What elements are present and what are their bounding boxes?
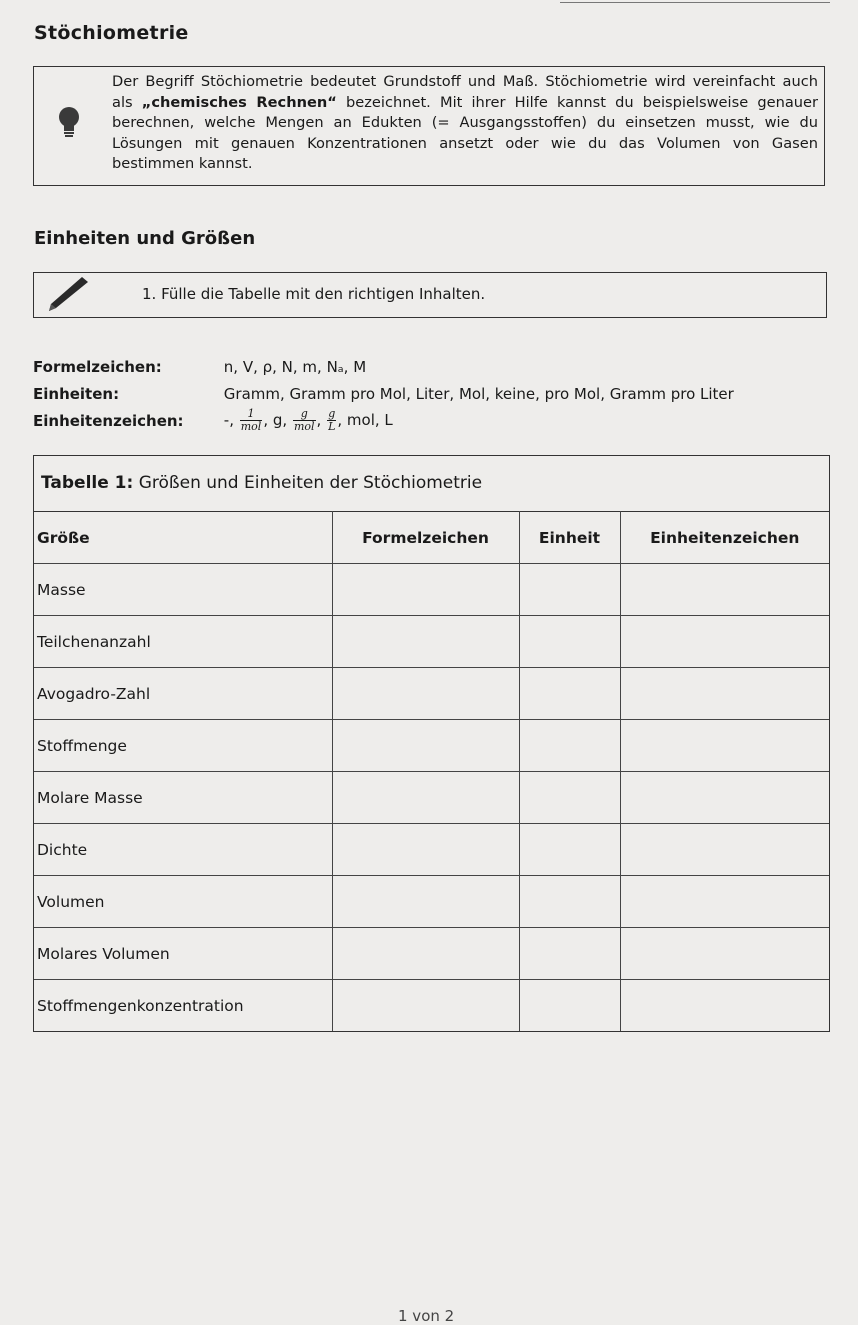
table-row	[34, 876, 829, 928]
cell-formelzeichen[interactable]	[332, 564, 519, 616]
row-label: Masse	[34, 564, 332, 616]
cell-einheit[interactable]	[519, 616, 620, 668]
fraction-gram-per-liter: $\frac{g}{L}$	[328, 407, 336, 433]
cell-einheitenzeichen[interactable]	[620, 668, 829, 720]
units-value: Gramm, Gramm pro Mol, Liter, Mol, keine, pro Mol, Gramm pro Liter	[223, 385, 734, 403]
table-row	[34, 772, 829, 824]
table-title-bold: Tabelle 1:	[41, 473, 134, 493]
fraction-gram-per-mol: $\frac{g}{\text{mol}}$	[293, 407, 315, 433]
pencil-icon	[44, 275, 90, 313]
table-row	[34, 616, 829, 668]
header-groesse: Größe	[34, 512, 332, 564]
intro-text-end: bezeichnet. Mit ihrer Hilfe kannst du beispielsweise genauer berechnen, welche Mengen an Edukten (= Ausgangsstoffen) du einsetzen musst, wie du Lösungen mit genauen Konzentrationen ansetzt oder wie du das Volumen von Gasen bestimmen kannst.	[112, 93, 818, 172]
info-row-unit-symbols	[33, 408, 393, 433]
table-row	[34, 720, 829, 772]
info-row-symbols	[33, 358, 366, 376]
page-title: Stöchiometrie	[34, 22, 189, 44]
cell-einheitenzeichen[interactable]	[620, 616, 829, 668]
cell-formelzeichen[interactable]	[332, 980, 519, 1032]
units-label: Einheiten:	[33, 385, 120, 403]
cell-einheit[interactable]	[519, 668, 620, 720]
top-rule	[560, 2, 830, 3]
row-label: Molares Volumen	[34, 928, 332, 980]
unit-symbols-value	[224, 408, 393, 433]
fraction-per-mol: $\frac{1}{\text{mol}}$	[240, 407, 262, 433]
cell-einheitenzeichen[interactable]	[620, 772, 829, 824]
intro-text-start: Der Begriff Stöchiometrie bedeutet Grundstoff und Maß. Stöchiometrie wird vereinfacht auch als	[112, 73, 818, 111]
section-heading: Einheiten und Größen	[34, 228, 256, 249]
info-row-units	[33, 385, 734, 403]
table-row	[34, 824, 829, 876]
stoichiometry-table	[33, 455, 830, 1032]
cell-formelzeichen[interactable]	[332, 876, 519, 928]
table-row	[34, 928, 829, 980]
cell-einheitenzeichen[interactable]	[620, 928, 829, 980]
page-footer: 1 von 2	[398, 1307, 455, 1325]
table-row	[34, 564, 829, 616]
cell-formelzeichen[interactable]	[332, 928, 519, 980]
header-einheitenzeichen: Einheitenzeichen	[620, 512, 829, 564]
row-label: Stoffmenge	[34, 720, 332, 772]
cell-einheit[interactable]	[519, 876, 620, 928]
cell-einheit[interactable]	[519, 772, 620, 824]
cell-einheit[interactable]	[519, 564, 620, 616]
cell-einheitenzeichen[interactable]	[620, 720, 829, 772]
table-title-rest: Größen und Einheiten der Stöchiometrie	[133, 473, 483, 493]
table-header-row	[34, 512, 829, 564]
intro-text	[112, 72, 818, 175]
symbols-value: n, V, ρ, N, m, Nₐ, M	[223, 358, 367, 376]
unit-gram: , g,	[263, 411, 288, 429]
cell-formelzeichen[interactable]	[332, 772, 519, 824]
unit-sep: ,	[316, 411, 322, 429]
cell-formelzeichen[interactable]	[332, 824, 519, 876]
cell-formelzeichen[interactable]	[332, 720, 519, 772]
symbols-label: Formelzeichen:	[33, 358, 162, 376]
unit-tail: , mol, L	[337, 411, 393, 429]
table-row	[34, 668, 829, 720]
table-grid	[34, 511, 829, 1031]
cell-einheitenzeichen[interactable]	[620, 876, 829, 928]
lightbulb-icon	[58, 106, 80, 138]
header-formelzeichen: Formelzeichen	[332, 512, 519, 564]
row-label: Teilchenanzahl	[34, 616, 332, 668]
unit-symbols-label: Einheitenzeichen:	[33, 411, 184, 430]
task-text: 1. Fülle die Tabelle mit den richtigen Inhalten.	[142, 285, 486, 303]
cell-einheit[interactable]	[519, 824, 620, 876]
intro-bold: „chemisches Rechnen“	[141, 93, 337, 111]
row-label: Stoffmengenkonzentration	[34, 980, 332, 1032]
cell-formelzeichen[interactable]	[332, 616, 519, 668]
cell-einheit[interactable]	[519, 720, 620, 772]
row-label: Molare Masse	[34, 772, 332, 824]
table-title	[34, 456, 829, 511]
cell-einheit[interactable]	[519, 928, 620, 980]
row-label: Dichte	[34, 824, 332, 876]
header-einheit: Einheit	[519, 512, 620, 564]
cell-einheit[interactable]	[519, 980, 620, 1032]
cell-einheitenzeichen[interactable]	[620, 824, 829, 876]
cell-einheitenzeichen[interactable]	[620, 564, 829, 616]
row-label: Volumen	[34, 876, 332, 928]
unit-dash: -,	[223, 411, 234, 429]
table-row	[34, 980, 829, 1032]
cell-einheitenzeichen[interactable]	[620, 980, 829, 1032]
row-label: Avogadro-Zahl	[34, 668, 332, 720]
cell-formelzeichen[interactable]	[332, 668, 519, 720]
